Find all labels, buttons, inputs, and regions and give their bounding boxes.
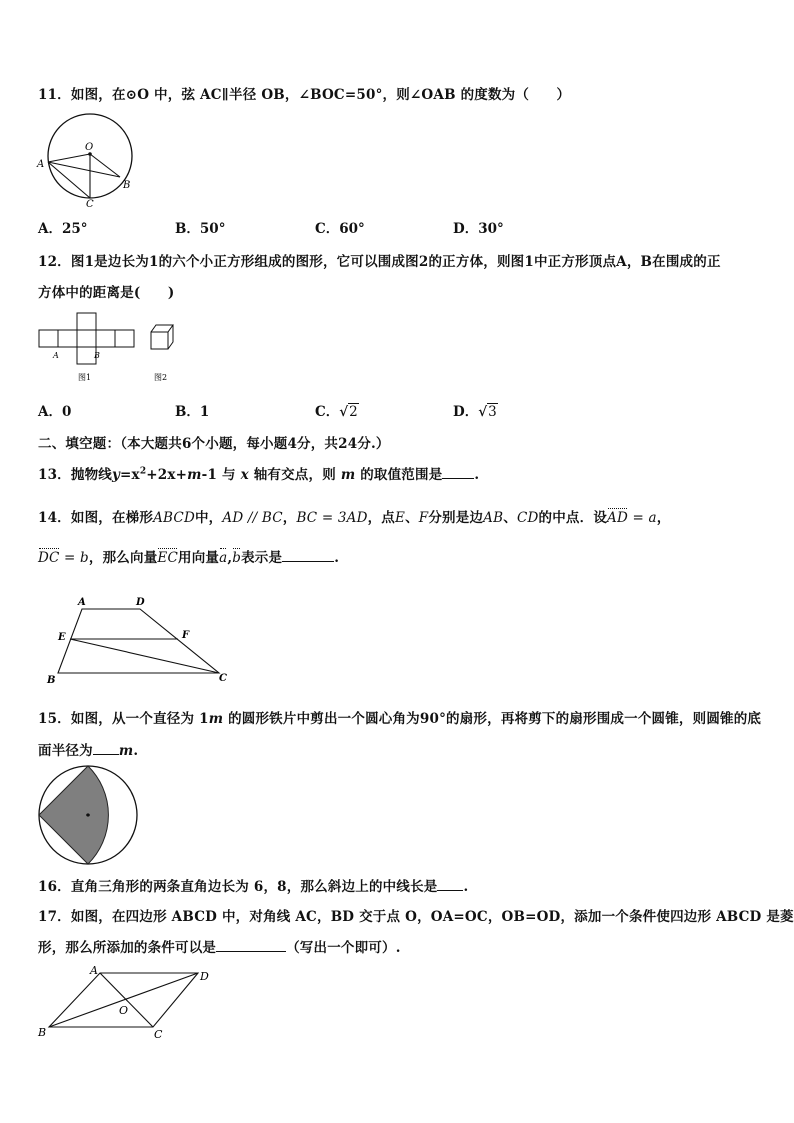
label-B: B [47, 675, 56, 686]
q13-stem: 13．抛物线$y=x^2+2x+m-1$ 与 x 轴有交点，则 m 的取值范围是 . [38, 466, 480, 483]
label-O: O [119, 1004, 129, 1017]
q11-option-b: B．50° [175, 221, 226, 237]
q17-stem-line1: 17．如图，在四边形 ABCD 中，对角线 AC，BD 交于点 O，OA=OC，OB=OD，添加一个条件使四边形 ABCD 是菱 [38, 909, 794, 925]
q15-sector-figure [36, 764, 142, 866]
label-B: B [123, 180, 131, 191]
q12-net-figure [36, 310, 196, 386]
q15-stem-line2: 面半径为 m. [38, 743, 139, 759]
label-C: C [86, 199, 94, 208]
label-C: C [154, 1028, 163, 1041]
answer-blank [437, 878, 463, 891]
label-C: C [219, 673, 227, 684]
answer-blank [93, 742, 119, 755]
label-B: B [94, 351, 100, 360]
label-D: D [136, 597, 145, 608]
label-O: O [85, 142, 94, 153]
q14-stem-line1: 14．如图，在梯形ABCD中，AD // BC，BC = 3AD，点E、F分别是边AB、CD的中点．设AD = a， [38, 510, 671, 526]
label-fig2: 图2 [154, 373, 168, 382]
q14-trapezoid-figure [44, 592, 240, 688]
label-E: E [58, 632, 66, 643]
q12-stem-line1: 12．图1是边长为1的六个小正方形组成的图形，它可以围成图2的正方体，则图1中正方形顶点A，B在围成的正 [38, 254, 721, 270]
q11-option-d: D．30° [453, 221, 504, 237]
q15-stem-line1: 15．如图，从一个直径为 1m 的圆形铁片中剪出一个圆心角为90°的扇形，再将剪下的扇形围成一个圆锥，则圆锥的底 [38, 711, 762, 727]
label-fig1: 图1 [78, 373, 92, 382]
q11-option-a: A．25° [38, 221, 88, 237]
label-A: A [53, 351, 59, 360]
label-D: D [200, 970, 209, 983]
q12-option-d: D．√3 [453, 404, 497, 420]
q17-stem-line2: 形，那么所添加的条件可以是 （写出一个即可）. [38, 940, 401, 956]
q16-stem: 16．直角三角形的两条直角边长为 6，8，那么斜边上的中线长是 . [38, 879, 469, 895]
answer-blank [442, 466, 474, 479]
q17-quadrilateral-figure [34, 964, 214, 1044]
q12-option-a: A．0 [38, 404, 72, 420]
q11-option-c: C．60° [315, 221, 365, 237]
q12-option-c: C．√2 [315, 404, 358, 420]
label-B: B [38, 1026, 47, 1039]
label-F: F [182, 630, 190, 641]
answer-blank [282, 549, 334, 562]
q11-stem: 11．如图，在⊙O 中，弦 AC∥半径 OB，∠BOC=50°，则∠OAB 的度数为（ ） [38, 87, 571, 103]
q14-stem-line2: DC = b，那么向量EC用向量a,b表示是 . [38, 550, 340, 566]
q12-stem-line2: 方体中的距离是( ) [38, 285, 175, 301]
answer-blank [216, 939, 286, 952]
q12-option-b: B．1 [175, 404, 210, 420]
label-A: A [78, 597, 86, 608]
q11-circle-figure [34, 108, 146, 208]
label-A: A [90, 964, 98, 977]
label-A: A [37, 159, 45, 170]
section-title: 二、填空题：（本大题共6个小题，每小题4分，共24分.） [38, 436, 390, 452]
